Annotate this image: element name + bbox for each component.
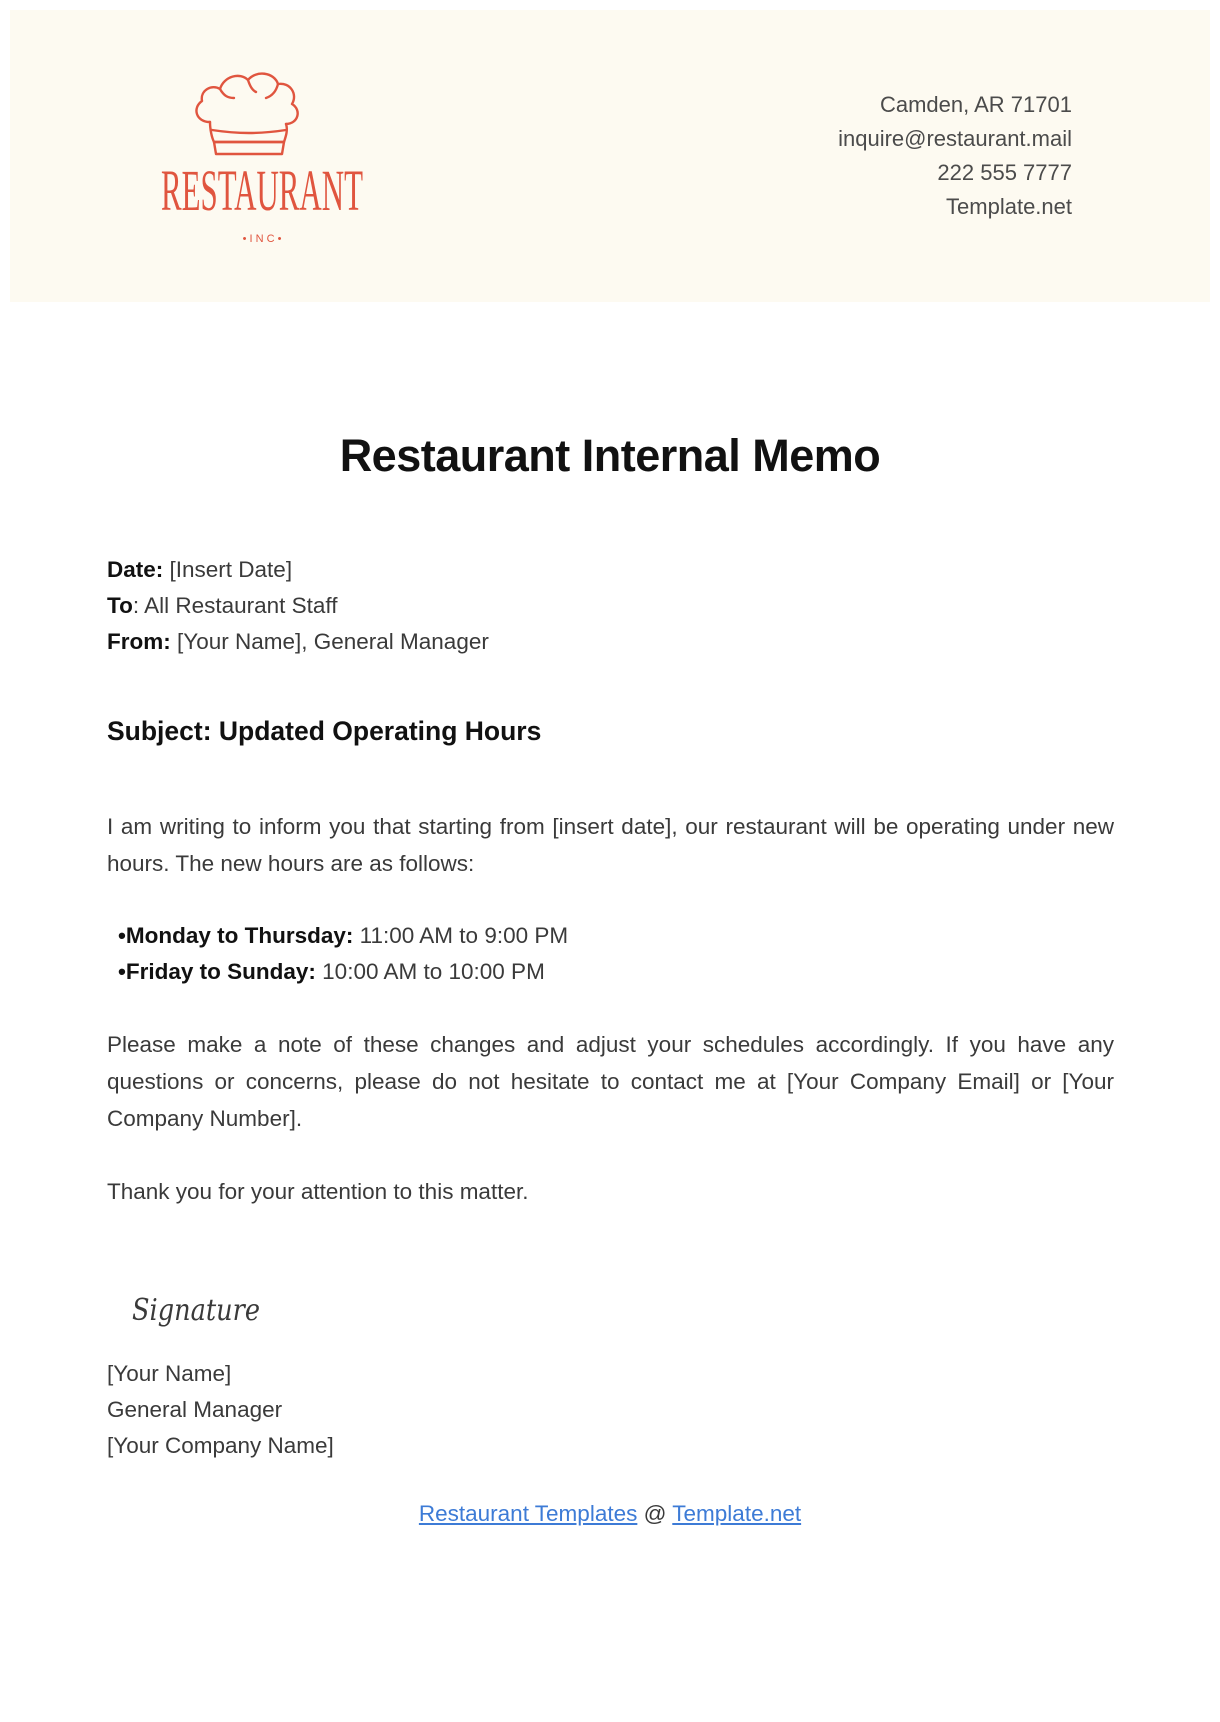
meta-to bbox=[107, 588, 489, 624]
meta-to-value: : All Restaurant Staff bbox=[132, 593, 338, 618]
hours-days: Monday to Thursday: bbox=[125, 923, 354, 948]
hours-time: 10:00 AM to 10:00 PM bbox=[315, 959, 545, 984]
restaurant-logo bbox=[148, 64, 376, 254]
contact-phone: 222 555 7777 bbox=[937, 160, 1072, 185]
contact-website: Template.net bbox=[946, 194, 1072, 219]
meta-from-label: From: bbox=[107, 629, 171, 654]
template-net-link[interactable]: Template.net bbox=[672, 1501, 802, 1526]
paragraph-intro: I am writing to inform you that starting from [insert date], our restaurant will be operating under new hours. The new hours are as follows: bbox=[107, 814, 1114, 876]
signer-name: [Your Name] bbox=[107, 1361, 232, 1386]
contact-block bbox=[838, 88, 1072, 224]
contact-email: inquire@restaurant.mail bbox=[838, 126, 1072, 151]
hours-list bbox=[118, 918, 568, 990]
meta-to-label: To bbox=[107, 593, 133, 618]
restaurant-templates-link[interactable]: Restaurant Templates bbox=[418, 1501, 638, 1526]
footer bbox=[0, 1501, 1220, 1527]
footer-separator: @ bbox=[637, 1501, 673, 1526]
bullet-icon: • bbox=[118, 959, 126, 984]
list-item bbox=[118, 954, 568, 990]
signature-script: Signature bbox=[132, 1293, 260, 1328]
signature-block bbox=[107, 1356, 334, 1464]
signature-image bbox=[128, 1280, 278, 1340]
signer-company: [Your Company Name] bbox=[107, 1433, 334, 1458]
memo-subject: Subject: Updated Operating Hours bbox=[107, 716, 542, 746]
paragraph-thanks: Thank you for your attention to this matter. bbox=[107, 1179, 529, 1204]
hours-time: 11:00 AM to 9:00 PM bbox=[353, 923, 569, 948]
meta-date-value: [Insert Date] bbox=[163, 557, 293, 582]
chef-hat-icon bbox=[148, 64, 376, 254]
logo-tagline: • I N C • bbox=[242, 233, 282, 245]
meta-date bbox=[107, 552, 489, 588]
logo-wordmark: RESTAURANT bbox=[161, 158, 363, 223]
paragraph-changes: Please make a note of these changes and adjust your schedules accordingly. If you have any questions or concerns, please do not hesitate to contact me at [Your Company Email] or [Your Company Number]. bbox=[107, 1032, 1114, 1131]
bullet-icon: • bbox=[118, 923, 126, 948]
contact-address: Camden, AR 71701 bbox=[879, 92, 1072, 117]
meta-date-label: Date: bbox=[107, 557, 164, 582]
memo-meta bbox=[107, 552, 489, 660]
signer-position: General Manager bbox=[107, 1397, 283, 1422]
list-item bbox=[118, 918, 568, 954]
meta-from bbox=[107, 624, 489, 660]
meta-from-value: [Your Name], General Manager bbox=[170, 629, 489, 654]
memo-title: Restaurant Internal Memo bbox=[339, 430, 881, 481]
hours-days: Friday to Sunday: bbox=[125, 959, 316, 984]
